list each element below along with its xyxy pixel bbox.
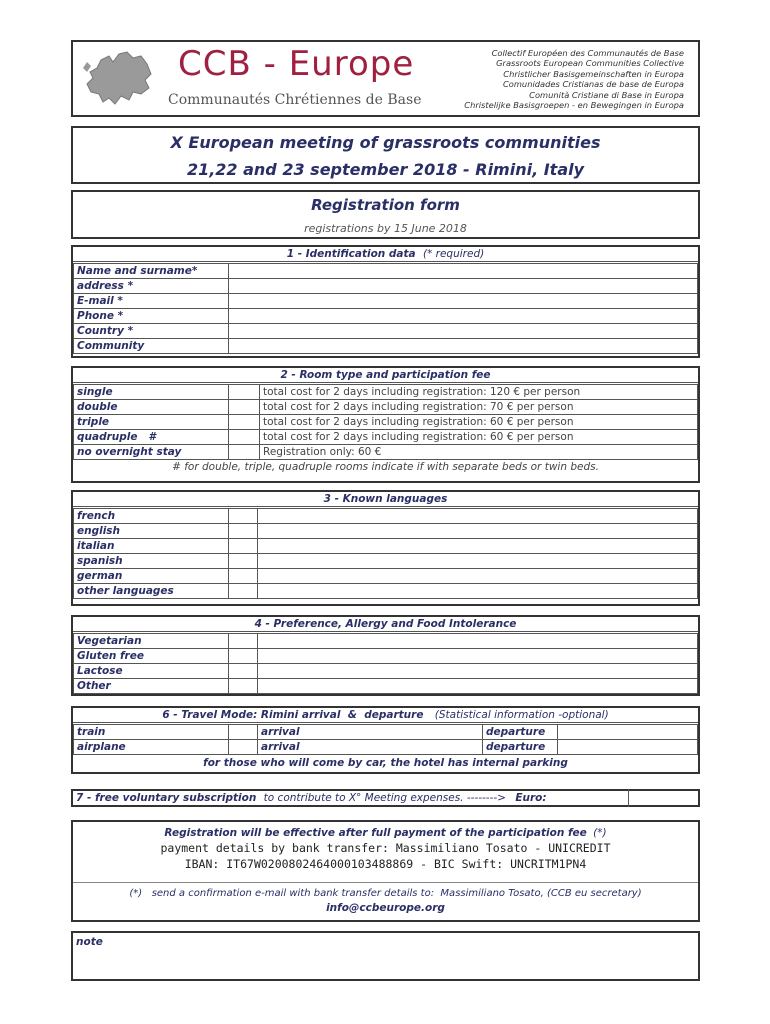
payment-condition: Registration will be effective after full payment of the participation fee — [164, 827, 587, 839]
section-food — [71, 615, 700, 696]
name-de: Christlicher Basisgemeinschaften in Europa — [503, 68, 684, 79]
language-checkbox[interactable] — [229, 554, 258, 569]
food-checkbox[interactable] — [229, 634, 258, 649]
section1-note: (* required) — [422, 248, 485, 260]
section6-title: 6 - Travel Mode: Rimini arrival & departure — [162, 709, 424, 721]
table-row — [74, 445, 698, 460]
room-checkbox[interactable] — [229, 430, 260, 445]
food-label: Vegetarian — [74, 634, 229, 649]
language-label: spanish — [74, 554, 229, 569]
payment-mark: (*) — [593, 827, 607, 839]
payment-line1 — [73, 826, 698, 840]
language-label: italian — [74, 539, 229, 554]
language-label: french — [74, 509, 229, 524]
travel-checkbox[interactable] — [229, 725, 258, 740]
table-row — [74, 554, 698, 569]
food-label: Other — [74, 679, 229, 694]
section1-title: 1 - Identification data — [286, 248, 416, 260]
section1-heading — [73, 247, 698, 262]
arrival-label: arrival — [258, 740, 483, 755]
header-box — [71, 40, 700, 117]
language-notes[interactable] — [258, 569, 698, 584]
table-row — [74, 309, 698, 324]
payment-box — [71, 820, 700, 922]
euro-amount-field[interactable] — [628, 789, 700, 807]
food-checkbox[interactable] — [229, 649, 258, 664]
room-desc: total cost for 2 days including registration: 120 € per person — [260, 385, 698, 400]
payment-confirm: (*) send a confirmation e-mail with bank transfer details to: Massimiliano Tosato, (CCB eu secretary) — [129, 888, 642, 899]
food-notes[interactable] — [258, 649, 698, 664]
field-label: address * — [74, 279, 229, 294]
departure-label: departure — [483, 740, 558, 755]
section3-heading: 3 - Known languages — [73, 492, 698, 507]
field-label: E-mail * — [74, 294, 229, 309]
form-title-box — [71, 190, 700, 239]
table-row — [74, 430, 698, 445]
name-es: Comunidades Cristianas de base de Europa — [502, 79, 684, 90]
table-row — [74, 294, 698, 309]
name-field[interactable] — [229, 264, 698, 279]
language-label: german — [74, 569, 229, 584]
subscription-line — [76, 792, 547, 804]
phone-field[interactable] — [229, 309, 698, 324]
section-languages — [71, 490, 700, 606]
table-row — [74, 634, 698, 649]
section-room-type — [71, 366, 700, 483]
meeting-dates: 21,22 and 23 september 2018 - Rimini, Italy — [186, 160, 585, 179]
table-row — [74, 400, 698, 415]
section2-heading: 2 - Room type and participation fee — [73, 368, 698, 383]
room-checkbox[interactable] — [229, 445, 260, 460]
table-row — [74, 385, 698, 400]
language-notes[interactable] — [258, 554, 698, 569]
food-table — [73, 633, 698, 694]
room-type: double — [74, 400, 229, 415]
language-checkbox[interactable] — [229, 524, 258, 539]
meeting-box — [71, 126, 700, 184]
table-row — [74, 539, 698, 554]
table-row — [74, 509, 698, 524]
table-row — [74, 324, 698, 339]
room-checkbox[interactable] — [229, 400, 260, 415]
field-label: Phone * — [74, 309, 229, 324]
room-desc: total cost for 2 days including registration: 70 € per person — [260, 400, 698, 415]
departure-field[interactable] — [558, 740, 698, 755]
car-note: for those who will come by car, the hotel has internal parking — [203, 757, 568, 769]
travel-table — [73, 724, 698, 755]
logo-title: CCB - Europe — [178, 44, 415, 84]
room-type: no overnight stay — [74, 445, 229, 460]
table-row — [74, 679, 698, 694]
field-label: Country * — [74, 324, 229, 339]
food-notes[interactable] — [258, 634, 698, 649]
section-travel — [71, 706, 700, 774]
country-field[interactable] — [229, 324, 698, 339]
section-identification — [71, 245, 700, 358]
note-box[interactable] — [71, 931, 700, 981]
languages-table — [73, 508, 698, 599]
room-checkbox[interactable] — [229, 385, 260, 400]
section6-heading — [73, 708, 698, 723]
name-fr: Collectif Européen des Communautés de Base — [491, 48, 684, 58]
collective-names — [464, 48, 684, 110]
name-it: Comunità Cristiane di Base in Europa — [529, 89, 684, 100]
language-notes[interactable] — [258, 584, 698, 599]
field-label: Name and surname* — [74, 264, 229, 279]
language-checkbox[interactable] — [229, 539, 258, 554]
travel-checkbox[interactable] — [229, 740, 258, 755]
section7-title: 7 - free voluntary subscription — [76, 792, 257, 804]
section-subscription — [71, 789, 700, 807]
table-row — [74, 339, 698, 354]
departure-field[interactable] — [558, 725, 698, 740]
language-checkbox[interactable] — [229, 509, 258, 524]
language-notes[interactable] — [258, 524, 698, 539]
food-label: Gluten free — [74, 649, 229, 664]
room-type: triple — [74, 415, 229, 430]
table-row — [74, 584, 698, 599]
language-label: other languages — [74, 584, 229, 599]
food-checkbox[interactable] — [229, 664, 258, 679]
food-label: Lactose — [74, 664, 229, 679]
table-row — [74, 725, 698, 740]
payment-email[interactable]: info@ccbeurope.org — [326, 902, 445, 914]
meeting-title: X European meeting of grassroots communities — [170, 133, 601, 152]
room-desc: total cost for 2 days including registration: 60 € per person — [260, 430, 698, 445]
language-checkbox[interactable] — [229, 569, 258, 584]
note-label: note — [76, 936, 103, 948]
section6-note: (Statistical information -optional) — [434, 709, 609, 721]
address-field[interactable] — [229, 279, 698, 294]
europe-map-logo — [81, 48, 156, 110]
travel-mode: airplane — [74, 740, 229, 755]
payment-bank: payment details by bank transfer: Massimiliano Tosato - UNICREDIT — [160, 841, 611, 855]
identification-table — [73, 263, 698, 354]
language-notes[interactable] — [258, 539, 698, 554]
room-table — [73, 384, 698, 460]
arrival-label: arrival — [258, 725, 483, 740]
travel-mode: train — [74, 725, 229, 740]
logo-subtitle: Communautés Chrétiennes de Base — [168, 92, 422, 108]
form-title: Registration form — [311, 196, 460, 214]
table-row — [74, 569, 698, 584]
section7-text: to contribute to X° Meeting expenses. --------> — [263, 792, 506, 804]
name-en: Grassroots European Communities Collective — [496, 58, 684, 69]
table-row — [74, 740, 698, 755]
table-row — [74, 664, 698, 679]
name-nl: Christelijke Basisgroepen - en Bewegingen in Europa — [464, 100, 684, 111]
food-notes[interactable] — [258, 679, 698, 694]
table-row — [74, 415, 698, 430]
table-row — [74, 279, 698, 294]
room-desc: total cost for 2 days including registration: 60 € per person — [260, 415, 698, 430]
euro-label: Euro: — [515, 792, 547, 804]
section4-heading: 4 - Preference, Allergy and Food Intolerance — [73, 617, 698, 632]
language-label: english — [74, 524, 229, 539]
language-notes[interactable] — [258, 509, 698, 524]
room-type: quadruple # — [74, 430, 229, 445]
email-field[interactable] — [229, 294, 698, 309]
departure-label: departure — [483, 725, 558, 740]
table-row — [74, 264, 698, 279]
community-field[interactable] — [229, 339, 698, 354]
food-notes[interactable] — [258, 664, 698, 679]
food-checkbox[interactable] — [229, 679, 258, 694]
table-row — [74, 649, 698, 664]
field-label: Community — [74, 339, 229, 354]
room-type: single — [74, 385, 229, 400]
language-checkbox[interactable] — [229, 584, 258, 599]
payment-iban: IBAN: IT67W0200802464000103488869 - BIC Swift: UNCRITM1PN4 — [184, 857, 587, 871]
form-deadline: registrations by 15 June 2018 — [304, 222, 467, 235]
payment-divider — [73, 882, 698, 883]
table-row — [74, 524, 698, 539]
room-checkbox[interactable] — [229, 415, 260, 430]
room-footnote: # for double, triple, quadruple rooms indicate if with separate beds or twin beds. — [172, 461, 599, 473]
room-desc: Registration only: 60 € — [260, 445, 698, 460]
